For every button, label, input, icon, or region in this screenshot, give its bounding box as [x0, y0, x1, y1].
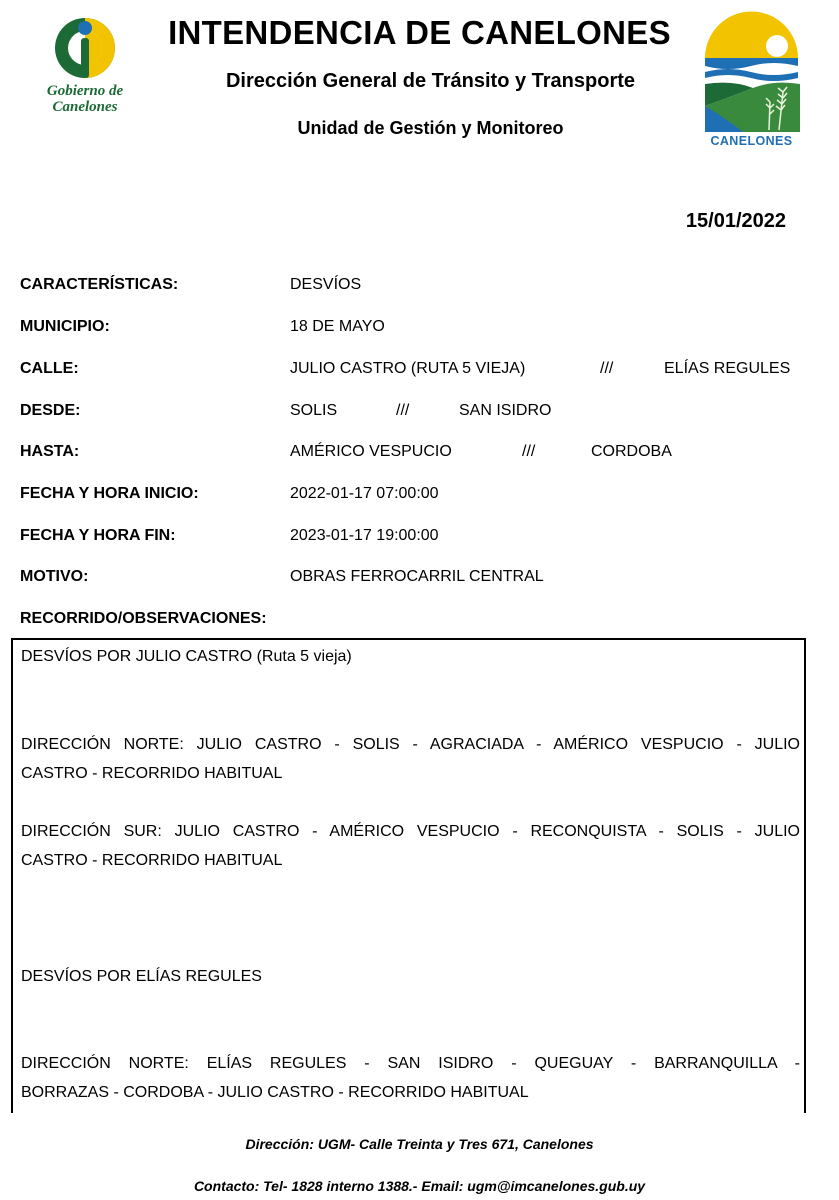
desde-value-2: SAN ISIDRO	[459, 402, 552, 419]
desde-value-1: SOLIS	[290, 402, 338, 419]
obs-paragraph-3-line-1: DIRECCIÓN SUR: JULIO CASTRO - AMÉRICO VESPUCIO - RECONQUISTA - SOLIS - JULIO	[21, 823, 800, 840]
page-title: INTENDENCIA DE CANELONES	[168, 14, 671, 51]
municipio-value: 18 DE MAYO	[290, 318, 385, 335]
fecha-inicio-value: 2022-01-17 07:00:00	[290, 485, 439, 502]
page-subtitle: Dirección General de Tránsito y Transporte	[225, 70, 636, 92]
calle-value-1: JULIO CASTRO (RUTA 5 VIEJA)	[290, 360, 526, 377]
calle-separator: ///	[600, 360, 614, 377]
obs-paragraph-5-line-2: BORRAZAS - CORDOBA - JULIO CASTRO - RECORRIDO HABITUAL	[21, 1084, 529, 1101]
obs-paragraph-1: DESVÍOS POR JULIO CASTRO (Ruta 5 vieja)	[21, 648, 352, 665]
calle-value-2: ELÍAS REGULES	[664, 360, 791, 377]
caracteristicas-label: CARACTERÍSTICAS:	[20, 276, 179, 293]
motivo-label: MOTIVO:	[20, 568, 89, 585]
canelones-logo	[703, 10, 800, 150]
desde-separator: ///	[396, 402, 410, 419]
hasta-value-2: CORDOBA	[591, 443, 672, 460]
canelones-emblem-icon	[703, 10, 800, 132]
motivo-value: OBRAS FERROCARRIL CENTRAL	[290, 568, 544, 585]
municipio-label: MUNICIPIO:	[20, 318, 110, 335]
caracteristicas-value: DESVÍOS	[290, 276, 362, 293]
obs-paragraph-2-line-1: DIRECCIÓN NORTE: JULIO CASTRO - SOLIS - AGRACIADA - AMÉRICO VESPUCIO - JULIO	[21, 736, 800, 753]
footer-contact: Contacto: Tel- 1828 interno 1388.- Email: ugm@imcanelones.gub.uy	[193, 1178, 646, 1194]
desde-label: DESDE:	[20, 402, 81, 419]
obs-paragraph-3-line-2: CASTRO - RECORRIDO HABITUAL	[21, 852, 283, 869]
hasta-label: HASTA:	[20, 443, 80, 460]
logo-left-line1: Gobierno de	[46, 83, 124, 99]
footer-address: Dirección: UGM- Calle Treinta y Tres 671, Canelones	[245, 1136, 594, 1152]
obs-paragraph-2-line-2: CASTRO - RECORRIDO HABITUAL	[21, 765, 283, 782]
recorrido-label: RECORRIDO/OBSERVACIONES:	[20, 610, 267, 627]
canelones-logo-text: CANELONES	[710, 134, 793, 148]
hasta-value-1: AMÉRICO VESPUCIO	[290, 443, 452, 460]
observations-box	[11, 638, 806, 1113]
unit-name: Unidad de Gestión y Monitoreo	[297, 118, 564, 138]
obs-paragraph-4: DESVÍOS POR ELÍAS REGULES	[21, 968, 262, 985]
obs-paragraph-5-line-1: DIRECCIÓN NORTE: ELÍAS REGULES - SAN ISIDRO - QUEGUAY - BARRANQUILLA -	[21, 1055, 800, 1072]
calle-label: CALLE:	[20, 360, 79, 377]
fecha-fin-value: 2023-01-17 19:00:00	[290, 527, 439, 544]
fecha-inicio-label: FECHA Y HORA INICIO:	[20, 485, 199, 502]
logo-left-line2: Canelones	[52, 99, 118, 115]
document-date: 15/01/2022	[685, 210, 786, 232]
hasta-separator: ///	[522, 443, 536, 460]
fecha-fin-label: FECHA Y HORA FIN:	[20, 527, 176, 544]
